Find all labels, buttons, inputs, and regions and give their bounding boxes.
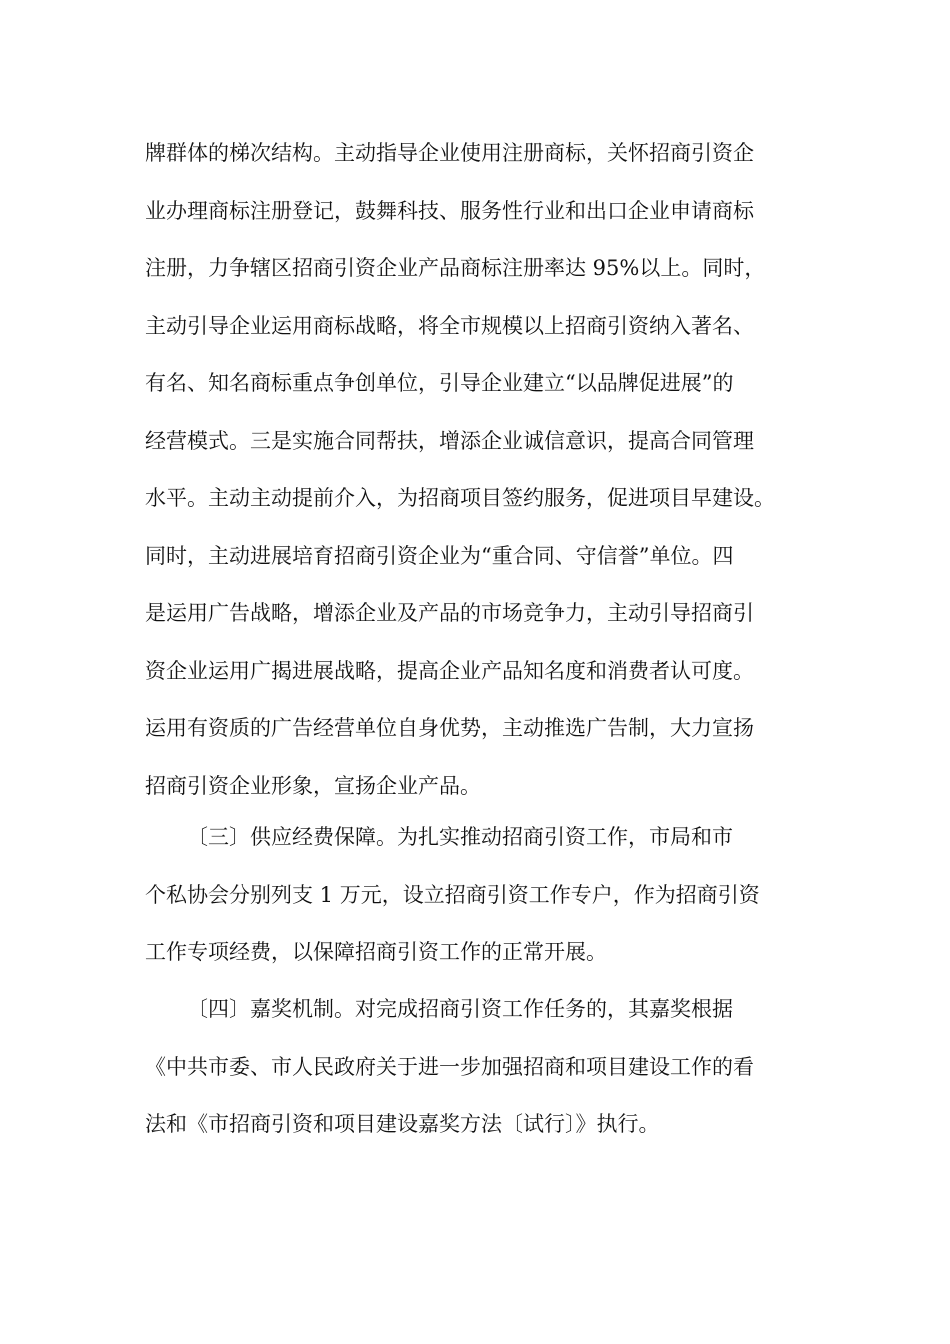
text-line: 招商引资企业形象，宣扬企业产品。 xyxy=(145,773,481,798)
text-line: 有名、知名商标重点争创单位，引导企业建立“以品牌促进展”的 xyxy=(145,371,734,395)
text-line: 运用有资质的广告经营单位自身优势，主动推选广告制，大力宣扬 xyxy=(145,716,754,740)
text-line: 《中共市委、市人民政府关于进一步加强招商和项目建设工作的看 xyxy=(145,1054,754,1079)
text-line: 主动引导企业运用商标战略，将全市规模以上招商引资纳入著名、 xyxy=(145,313,754,338)
text-line: 牌群体的梯次结构。主动指导企业使用注册商标，关怀招商引资企 xyxy=(145,141,754,165)
text-line: 资企业运用广揭进展战略，提高企业产品知名度和消费者认可度。 xyxy=(145,658,754,683)
paragraph-reward-mechanism xyxy=(145,981,835,1154)
text-line: 〔三〕供应经费保障。为扎实推动招商引资工作，市局和市 xyxy=(187,825,733,849)
text-line: 经营模式。三是实施合同帮扶，增添企业诚信意识，提高合同管理 xyxy=(145,428,754,453)
text-line: 注册，力争辖区招商引资企业产品商标注册率达 95%以上。同时， xyxy=(145,256,766,280)
text-line: 是运用广告战略，增添企业及产品的市场竞争力，主动引导招商引 xyxy=(145,601,754,625)
text-line: 个私协会分别列支 1 万元，设立招商引资工作专户，作为招商引资 xyxy=(145,882,760,907)
text-line: 水平。主动主动提前介入，为招商项目签约服务，促进项目早建设。 xyxy=(145,486,775,510)
text-line: 业办理商标注册登记，鼓舞科技、服务性行业和出口企业申请商标 xyxy=(145,198,754,223)
paragraph-brand-strategy xyxy=(145,125,835,815)
text-line: 〔四〕嘉奖机制。对完成招商引资工作任务的，其嘉奖根据 xyxy=(187,997,733,1021)
text-line: 工作专项经费，以保障招商引资工作的正常开展。 xyxy=(145,940,607,964)
paragraph-funding-guarantee xyxy=(145,809,835,982)
text-line: 同时，主动进展培育招商引资企业为“重合同、守信誉”单位。四 xyxy=(145,543,734,568)
text-line: 法和《市招商引资和项目建设嘉奖方法〔试行〕》执行。 xyxy=(145,1112,660,1136)
